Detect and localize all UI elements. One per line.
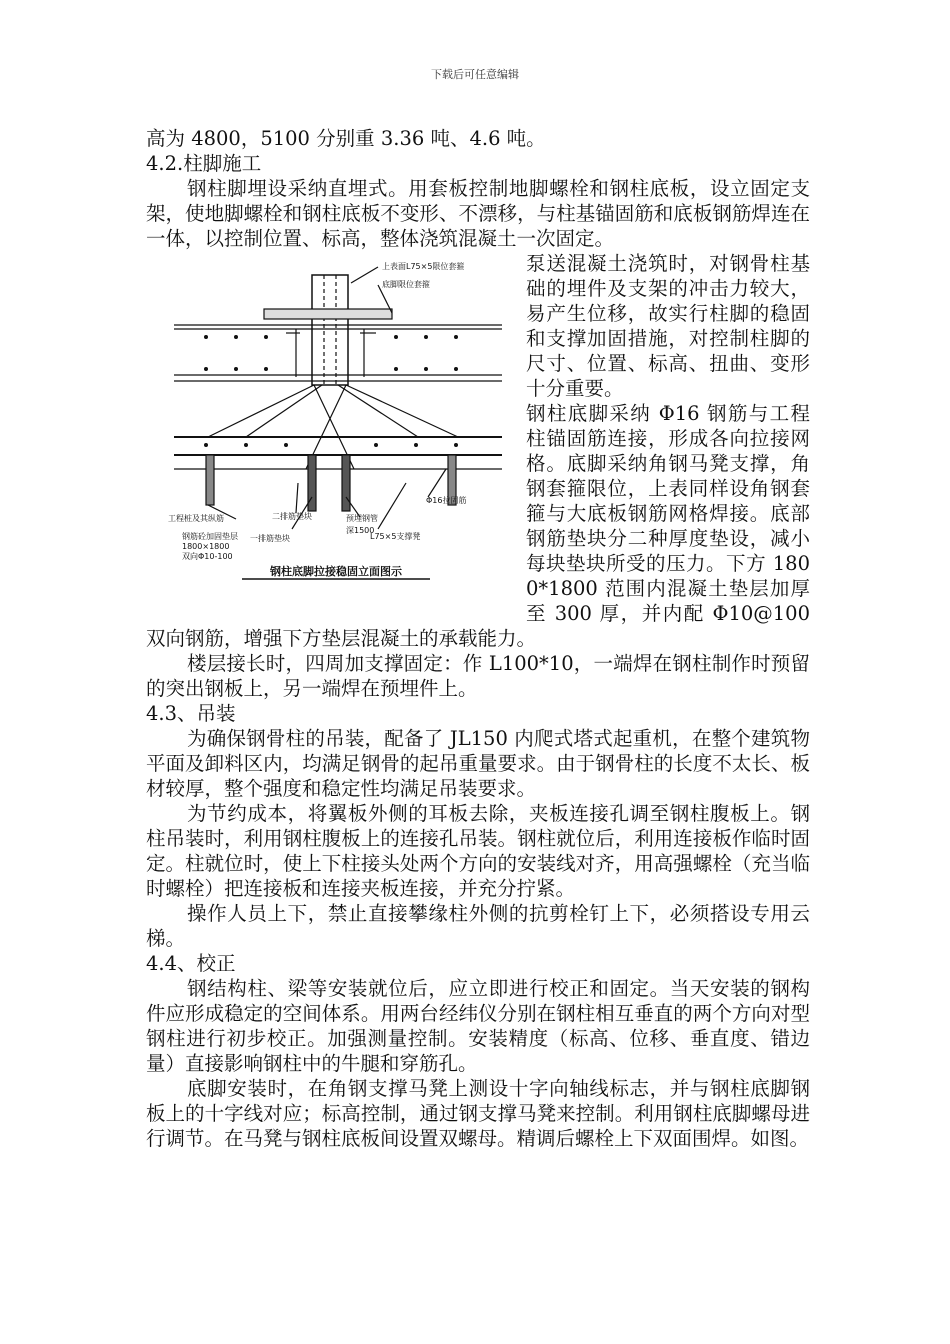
label-top-collar: 上表面L75×5限位套箍 <box>382 262 465 271</box>
paragraph-column-base: 钢柱脚埋设采纳直埋式。用套板控制地脚螺栓和钢柱底板，设立固定支架，使地脚螺栓和钢柱底板不变形、不漂移，与柱基锚固筋和底板钢筋焊连在一体，以控制位置、标高，整体浇筑混凝土一次固定。 <box>146 177 810 250</box>
label-block-2: 二排筋垫块 <box>272 512 312 521</box>
label-sleeve-2: 深1500 <box>346 526 375 535</box>
label-pad-2: 1800×1800 <box>182 542 230 551</box>
column-base-elevation-drawing <box>146 257 520 613</box>
paragraph-floor-extension: 楼层接长时，四周加支撑固定：作 L100*10，一端焊在钢柱制作时预留的突出钢板上，另一端焊在预埋件上。 <box>146 652 810 700</box>
label-pad-1: 钢筋砼加固垫层 <box>182 532 238 541</box>
paragraph-hoisting-cost: 为节约成本，将翼板外侧的耳板去除，夹板连接孔调至钢柱腹板上。钢柱吊装时，利用钢柱腹板上的连接孔吊装。钢柱就位后，利用连接板作临时固定。柱就位时，使上下柱接头处两个方向的安装线对齐，用高强螺栓（充当临时螺栓）把连接板和连接夹板连接，并充分拧紧。 <box>146 802 810 900</box>
paragraph-correction: 钢结构柱、梁等安装就位后，应立即进行校正和固定。当天安装的钢构件应形成稳定的空间体系。用两台经纬仪分别在钢柱相互垂直的两个方向对型钢柱进行初步校正。加强测量控制。安装精度（标高、位移、垂直度、错边量）直接影响钢柱中的牛腿和穿筋孔。 <box>146 977 810 1075</box>
section-heading-4-4: 4.4、校正 <box>146 952 236 975</box>
section-heading-4-2: 4.2.柱脚施工 <box>146 152 262 175</box>
figure-caption: 钢柱底脚拉接稳固立面图示 <box>270 565 402 578</box>
paragraph-base-tie: 钢柱底脚采纳 Φ16 钢筋与工程柱锚固筋连接，形成各向拉接网格。底脚采纳角钢马凳支撑，角钢套箍限位，上表同样设角钢套箍与大底板钢筋网格焊接。底部钢筋垫块分二种厚度垫设，减小每块垫块所受的压力。下方 1800*1800 范围内混凝土垫层加厚至 300 厚，并内配 Φ10@100 双向钢筋，增强下方垫层混凝土的承载能力。 <box>146 402 810 650</box>
label-block-1: 一排筋垫块 <box>250 534 290 543</box>
paragraph-ladder: 操作人员上下，禁止直接攀缘柱外侧的抗剪栓钉上下，必须搭设专用云梯。 <box>146 902 810 950</box>
label-base-collar: 底脚限位套箍 <box>382 280 430 289</box>
page-header-note: 下载后可任意编辑 <box>431 68 519 81</box>
paragraph-pumping: 泵送混凝土浇筑时，对钢骨柱基础的埋件及支架的冲击力较大，易产生位移，故实行柱脚的稳固和支撑加固措施，对控制柱脚的尺寸、位置、标高、扭曲、变形十分重要。 <box>526 252 810 400</box>
label-pad-3: 双向Φ10-100 <box>182 552 233 561</box>
column-base-figure <box>146 257 520 613</box>
paragraph-base-install: 底脚安装时，在角钢支撑马凳上测设十字向轴线标志，并与钢柱底脚钢板上的十字线对应；标高控制，通过钢支撑马凳来控制。利用钢柱底脚螺母进行调节。在马凳与钢柱底板间设置双螺母。精调后螺栓上下双面围焊。如图。 <box>146 1077 810 1150</box>
paragraph-weights: 高为 4800，5100 分别重 3.36 吨、4.6 吨。 <box>146 127 546 150</box>
paragraph-hoisting-crane: 为确保钢骨柱的吊装，配备了 JL150 内爬式塔式起重机，在整个建筑物平面及卸料区内，均满足钢骨的起吊重量要求。由于钢骨柱的长度不太长、板材较厚，整个强度和稳定性均满足吊装要求。 <box>146 727 810 800</box>
label-sleeve-1: 预埋钢管 <box>346 514 378 523</box>
label-tie-bar: Φ16拉固筋 <box>426 496 467 505</box>
label-pile: 工程桩及其纵筋 <box>168 514 224 523</box>
label-stool: L75×5支撑凳 <box>370 532 421 541</box>
document-body <box>146 126 810 1151</box>
section-heading-4-3: 4.3、吊装 <box>146 702 236 725</box>
